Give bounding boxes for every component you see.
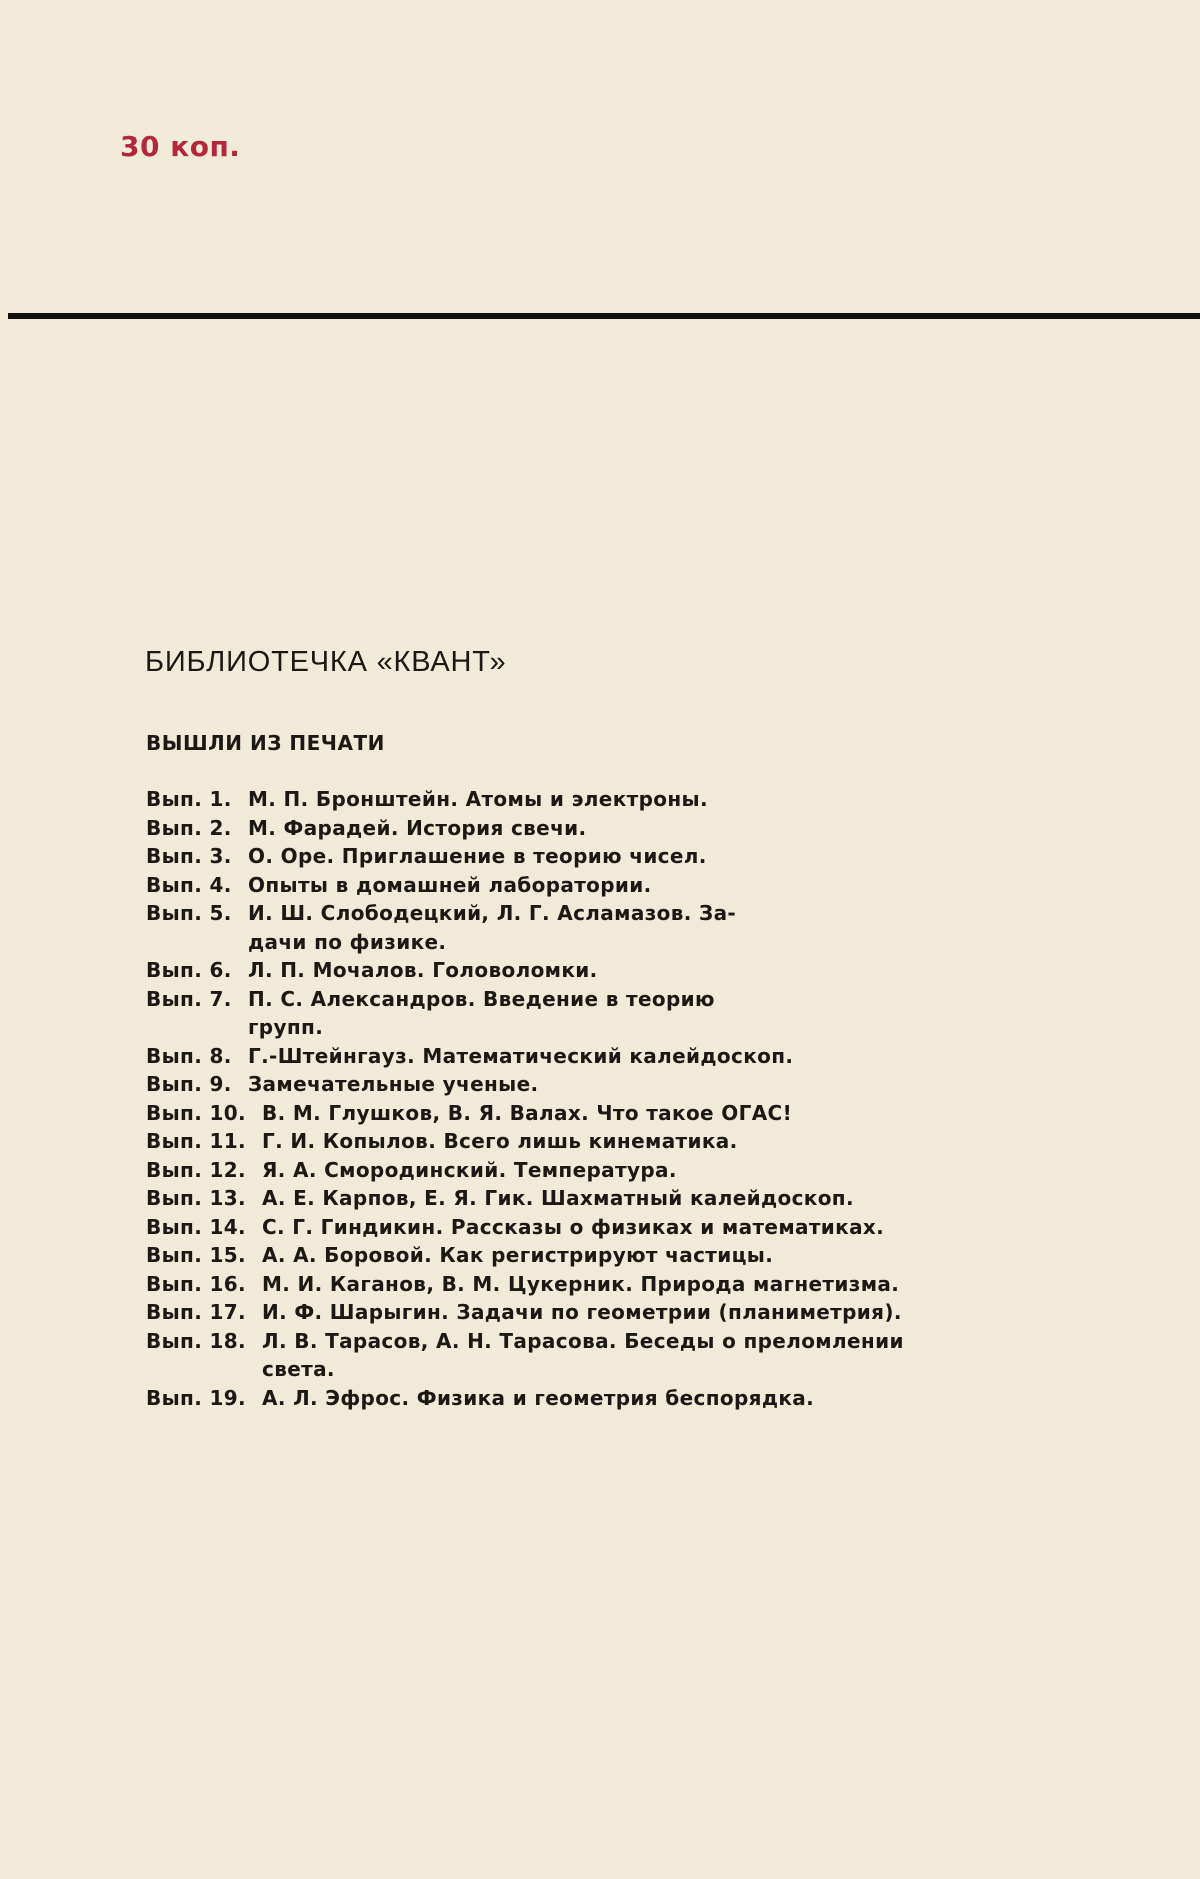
issue-number: Вып. 10. xyxy=(146,1099,262,1128)
issue-title: С. Г. Гиндикин. Рассказы о физиках и математиках. xyxy=(262,1213,1006,1242)
price-label: 30 коп. xyxy=(120,130,240,163)
list-item xyxy=(146,871,1006,900)
issue-number: Вып. 4. xyxy=(146,871,248,900)
list-item xyxy=(146,1156,1006,1185)
issue-number: Вып. 16. xyxy=(146,1270,262,1299)
issue-number: Вып. 9. xyxy=(146,1070,248,1099)
issue-title: А. А. Боровой. Как регистрируют частицы. xyxy=(262,1241,1006,1270)
issue-list xyxy=(146,785,1006,1412)
issue-title: М. Фарадей. История свечи. xyxy=(248,814,1006,843)
issue-title: П. С. Александров. Введение в теорию групп. xyxy=(248,985,1006,1042)
issue-number: Вып. 3. xyxy=(146,842,248,871)
page xyxy=(0,0,1200,1879)
list-item xyxy=(146,1099,1006,1128)
list-item xyxy=(146,956,1006,985)
issue-number: Вып. 7. xyxy=(146,985,248,1014)
issue-title: Л. П. Мочалов. Головоломки. xyxy=(248,956,1006,985)
list-item xyxy=(146,1127,1006,1156)
issue-number: Вып. 19. xyxy=(146,1384,262,1413)
list-item xyxy=(146,785,1006,814)
list-item xyxy=(146,899,1006,956)
issue-title: Г.-Штейнгауз. Математический калейдоскоп. xyxy=(248,1042,1006,1071)
list-item xyxy=(146,842,1006,871)
list-item xyxy=(146,1184,1006,1213)
issue-number: Вып. 14. xyxy=(146,1213,262,1242)
issue-title: В. М. Глушков, В. Я. Валах. Что такое ОГАС! xyxy=(262,1099,1006,1128)
issue-title: А. Е. Карпов, Е. Я. Гик. Шахматный калейдоскоп. xyxy=(262,1184,1006,1213)
list-item xyxy=(146,1298,1006,1327)
issue-number: Вып. 11. xyxy=(146,1127,262,1156)
issue-title: И. Ф. Шарыгин. Задачи по геометрии (планиметрия). xyxy=(262,1298,1006,1327)
list-item xyxy=(146,1070,1006,1099)
issue-title: И. Ш. Слободецкий, Л. Г. Асламазов. За- дачи по физике. xyxy=(248,899,1006,956)
issue-title: Опыты в домашней лаборатории. xyxy=(248,871,1006,900)
issue-title: М. П. Бронштейн. Атомы и электроны. xyxy=(248,785,1006,814)
issue-title: Я. А. Смородинский. Температура. xyxy=(262,1156,1006,1185)
list-item xyxy=(146,1241,1006,1270)
issue-title: Замечательные ученые. xyxy=(248,1070,1006,1099)
issue-number: Вып. 6. xyxy=(146,956,248,985)
issue-title: Л. В. Тарасов, А. Н. Тарасова. Беседы о преломлении света. xyxy=(262,1327,1006,1384)
list-item xyxy=(146,1327,1006,1384)
list-item xyxy=(146,1270,1006,1299)
section-heading: ВЫШЛИ ИЗ ПЕЧАТИ xyxy=(146,731,385,755)
issue-number: Вып. 15. xyxy=(146,1241,262,1270)
list-item xyxy=(146,985,1006,1042)
list-item xyxy=(146,1042,1006,1071)
issue-number: Вып. 5. xyxy=(146,899,248,928)
list-item xyxy=(146,1384,1006,1413)
issue-number: Вып. 18. xyxy=(146,1327,262,1356)
issue-number: Вып. 8. xyxy=(146,1042,248,1071)
issue-number: Вып. 2. xyxy=(146,814,248,843)
horizontal-divider xyxy=(8,313,1200,319)
issue-title: Г. И. Копылов. Всего лишь кинематика. xyxy=(262,1127,1006,1156)
issue-number: Вып. 12. xyxy=(146,1156,262,1185)
issue-title: О. Оре. Приглашение в теорию чисел. xyxy=(248,842,1006,871)
issue-title: М. И. Каганов, В. М. Цукерник. Природа магнетизма. xyxy=(262,1270,1006,1299)
list-item xyxy=(146,814,1006,843)
issue-title: А. Л. Эфрос. Физика и геометрия беспорядка. xyxy=(262,1384,1006,1413)
issue-number: Вып. 1. xyxy=(146,785,248,814)
list-item xyxy=(146,1213,1006,1242)
issue-number: Вып. 13. xyxy=(146,1184,262,1213)
issue-number: Вып. 17. xyxy=(146,1298,262,1327)
series-title: БИБЛИОТЕЧКА «КВАНТ» xyxy=(145,646,506,679)
